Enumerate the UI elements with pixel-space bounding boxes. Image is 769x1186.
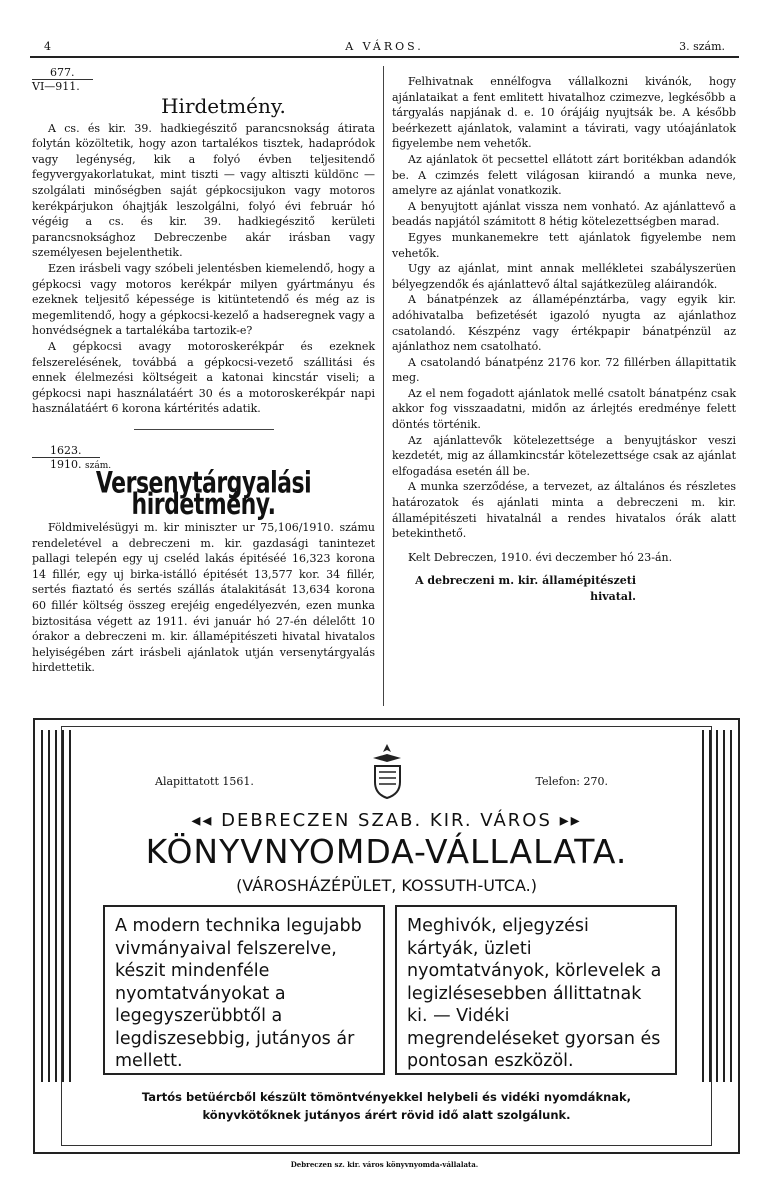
issue-number: 3. szám.	[679, 40, 725, 53]
printer-imprint: Debreczen sz. kir. város könyvnyomda-vállalata.	[290, 1160, 479, 1169]
right-paragraph: Az el nem fogadott ajánlatok mellé csatolt bánatpénz csak akkor fog visszaadatni, midőn az árlejtés eredménye felett döntés történik.	[392, 386, 736, 432]
header-rule	[30, 56, 739, 58]
notice1-ref-number: 677.	[32, 66, 93, 80]
advertisement-box-right: Meghivók, eljegyzési kártyák, üzleti nyomtatványok, körlevelek a legizlésesebben állittatnak ki. — Vidéki megrendeléseket gyorsan és pontosan eszközöl.	[395, 905, 677, 1075]
section-separator	[134, 429, 274, 430]
signature-line1: A debreczeni m. kir. államépitészeti	[415, 574, 636, 588]
notice1-reference	[32, 66, 375, 93]
established-date: Alapittatott 1561.	[155, 775, 254, 788]
notice1-paragraph: A cs. és kir. 39. hadkiegészitő parancsnokság átirata folytán közöltetik, hogy azon tartalékos tisztek, hadapródok vagy legénység, kik a folyó évben teljesitendő fegyvergyakorlatukat, mint tiszti — vagy altiszti küldönc — szolgálati minőségben saját gépkocsijukon vagy motoros kerékpárjukon óhajtják leszolgálni, folyó évi február hó végéig a cs. és kir. 39. hadkiegészitő kerületi parancsnoksághoz Debreczenbe akár irásban vagy személyesen bejelenthetik.	[32, 121, 375, 260]
right-paragraph: A bánatpénzek az államépénztárba, vagy egyik kir. adóhivatalba befizetését igazoló nyugta az ajánlathoz csatolandó. Készpénz vagy értékpapir bánatpénzül az ajánlathoz nem csatolható.	[392, 293, 736, 354]
notice2-ref-suffix: szám.	[85, 460, 112, 471]
notice2-ref-year: 1910.	[50, 457, 82, 471]
column-divider	[383, 66, 384, 706]
company-name-line1: ◂◂ DEBRECZEN SZAB. KIR. VÁROS ▸▸	[191, 810, 582, 831]
notice1-paragraph: Ezen irásbeli vagy szóbeli jelentésben kiemelendő, hogy a gépkocsi vagy motoros kerékpár milyen gyártmányu és ezeknek teljesitő képessége is kitüntetendő és még az is megemlitendő, hogy a gépkocsi-kezelő a hadseregnek vagy a honvédségnek a tartalékába tartozik-e?	[32, 261, 375, 338]
notice1-ref-code: VI—911.	[32, 80, 80, 93]
signature-line2: hivatal.	[590, 590, 636, 603]
right-paragraph: Felhivatnak ennélfogva vállalkozni kivánók, hogy ajánlataikat a fent emlitett hivatalhoz czimezve, legkésőbb a tárgyalás napjának d. e. 10 órájáig nyujtsák be. A később beérkezett ajánlatok, valamint a távirati, vagy utóajánlatok figyelembe nem vehetők.	[392, 75, 736, 151]
right-paragraph: Az ajánlatok öt pecsettel ellátott zárt boritékban adandók be. A czimzés felett világosan kiirandó a munka neve, amelyre az ajánlat vonatkozik.	[392, 152, 736, 198]
right-paragraph: Ugy az ajánlat, mint annak mellékletei szabályszerüen bélyegzendők és ajánlattevő által sajátkezüleg aláirandók.	[392, 262, 736, 291]
advertisement-footer: Tartós betüércből készült tömöntvényekkel helybeli és vidéki nyomdáknak, könyvkötőknek jutányos árért rövid idő alatt szolgálunk.	[141, 1090, 632, 1122]
telephone: Telefon: 270.	[535, 775, 608, 788]
signature	[392, 573, 736, 604]
notice2-paragraph: Földmivelésügyi m. kir miniszter ur 75,106/1910. számu rendeletével a debreczeni m. kir. gazdasági tanintezet pallagi telepén egy uj cseléd lakás épitéséé 16,323 korona 14 fillér, egy uj birka-istálló épitését 13,577 kor. 34 fillér, sertés fiaztató és sertés szállás átalakitását 13,634 korona 60 fillér költség összeg erejéig engedélyezvén, ezen munka biztositása végett az 1911. évi január hó 27-én délelőtt 10 órakor a debreczeni m. kir. államépitészeti hivatal hivatalos helyiségében zárt irásbeli ajánlatok utján versenytárgyalás hirdettetik.	[32, 521, 375, 675]
advertisement-box-left: A modern technika legujabb vivmányaival felszerelve, készit mindenféle nyomtatványokat a legegyszerübbtől a legdiszesebbig, jutányos ár mellett.	[103, 905, 385, 1075]
company-name-line2: KÖNYVNYOMDA-VÁLLALATA.	[145, 832, 628, 871]
left-column	[32, 66, 375, 676]
company-address: (VÁROSHÁZÉPÜLET, KOSSUTH-UTCA.)	[236, 876, 537, 895]
notice2-ref-number: 1623.	[32, 444, 100, 458]
publication-title: A VÁROS.	[345, 40, 424, 53]
notice2-heading: Versenytárgyalási hirdetmény.	[95, 466, 312, 522]
notice1-paragraph: A gépkocsi avagy motoroskerékpár és ezeknek felszerelésének, továbbá a gépkocsi-vezető szállitási és ennek élelmezési költségeit a katonai kincstár viseli; a gépkocsi napi használatáért 30 és a motoroskerékpár napi használatáért 6 korona kártérités adatik.	[32, 339, 375, 416]
page-header	[44, 40, 725, 56]
date-line: Kelt Debreczen, 1910. évi deczember hó 23-án.	[408, 550, 673, 564]
right-paragraph: A benyujtott ajánlat vissza nem vonható. Az ajánlattevő a beadás napjától számitott 8 hétig kötelezettségben marad.	[392, 199, 736, 229]
advertisement	[33, 718, 740, 1154]
page-number: 4	[44, 40, 51, 53]
right-paragraph: A munka szerződése, a tervezet, az általános és részletes határozatok és ajánlati minta a debreczeni m. kir. államépitészeti hivatalnál a rendes hivatalos órák alatt betekinthető.	[392, 480, 736, 541]
right-paragraph: A csatolandó bánatpénz 2176 kor. 72 fillérben állapittatik meg.	[392, 355, 736, 385]
right-column	[392, 74, 736, 605]
notice1-heading: Hirdetmény.	[161, 94, 286, 118]
right-paragraph: Egyes munkanemekre tett ajánlatok figyelembe nem vehetők.	[392, 230, 736, 260]
coat-of-arms-icon	[365, 740, 410, 800]
right-paragraph: Az ajánlattevők kötelezettsége a benyujtáskor veszi kezdetét, mig az államkincstár kötelezettsége csak az ajánlat elfogadása esetén áll be.	[392, 433, 736, 478]
